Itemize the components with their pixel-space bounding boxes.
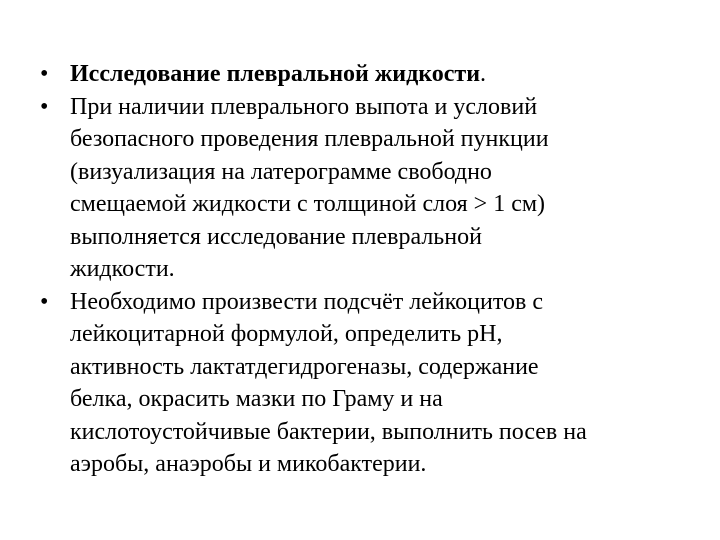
bullet-item-lab-tests [40, 286, 690, 481]
bullet-text-line: жидкости. [70, 256, 175, 282]
bullet-list [40, 58, 690, 481]
bullet-text-line: кислотоустойчивые бактерии, выполнить посев на [70, 418, 587, 445]
bullet-icon: • [40, 288, 49, 315]
bullet-item-puncture-conditions [40, 91, 690, 286]
bullet-text-line: лейкоцитарной формулой, определить рН, [70, 321, 503, 347]
bullet-text-line: активность лактатдегидрогеназы, содержание [70, 353, 539, 380]
bullet-icon: • [40, 61, 49, 87]
bullet-text-line: При наличии плеврального выпота и условий [70, 93, 538, 120]
bullet-item-pleural-fluid-study [40, 58, 690, 91]
bullet-bold-heading: Исследование плевральной жидкости [70, 61, 481, 87]
bullet-text-line: белка, окрасить мазки по Граму и на [70, 386, 443, 412]
bullet-text-line: Необходимо произвести подсчёт лейкоцитов с [70, 288, 544, 315]
bullet-text-line: безопасного проведения плевральной пункции [70, 126, 549, 152]
bullet-text [70, 58, 690, 91]
bullet-text-line: (визуализация на латерограмме свободно [70, 158, 492, 185]
bullet-icon: • [40, 93, 49, 120]
bullet-text-line: аэробы, анаэробы и микобактерии. [70, 451, 427, 477]
bullet-text-line: выполняется исследование плевральной [70, 223, 482, 250]
bullet-text-line: смещаемой жидкости с толщиной слоя > 1 см) [70, 191, 546, 217]
bullet-heading-tail: . [480, 61, 487, 87]
